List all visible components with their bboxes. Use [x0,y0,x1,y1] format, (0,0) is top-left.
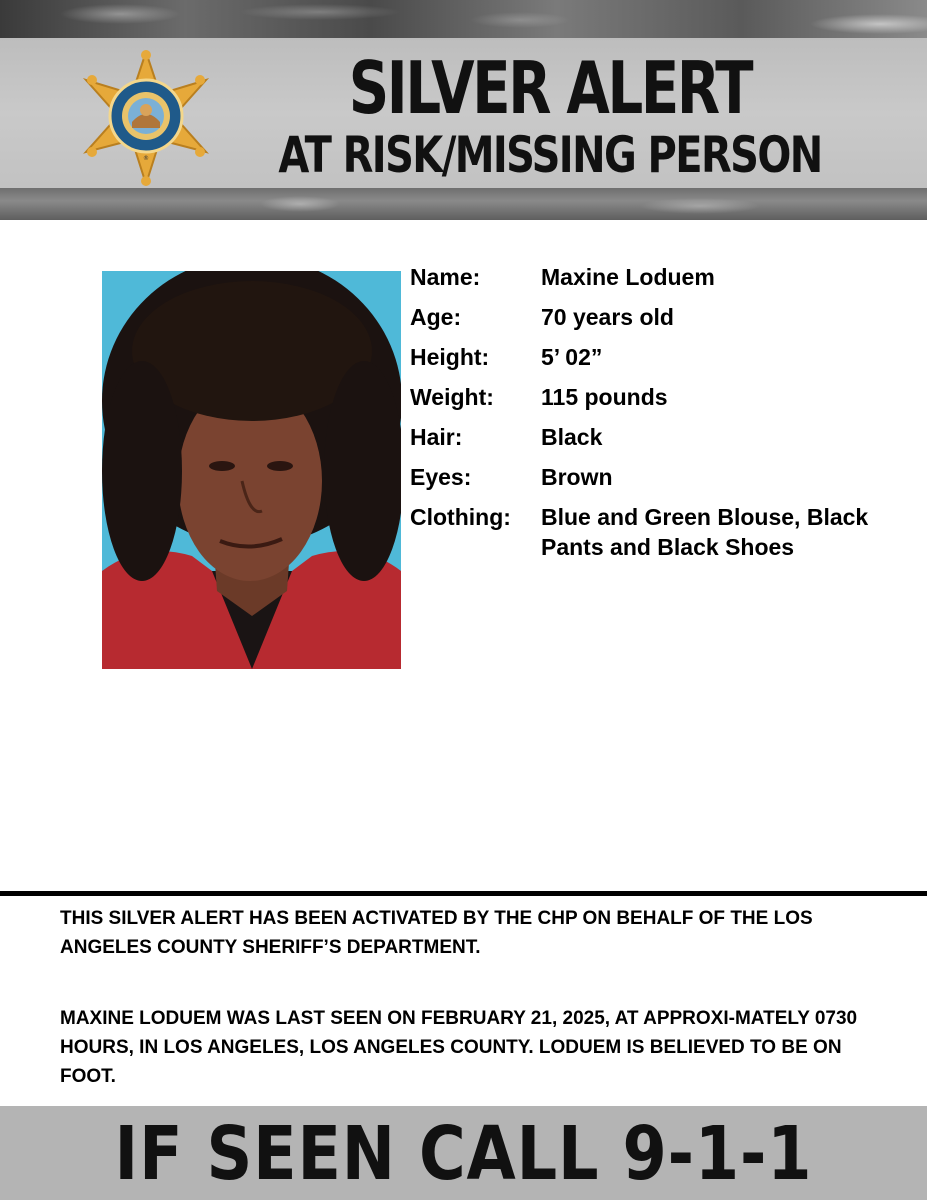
detail-row-clothing [410,502,910,562]
detail-value: 70 years old [541,304,674,330]
detail-value: 115 pounds [541,384,668,410]
detail-row-weight [410,382,910,412]
svg-text:®: ® [143,155,149,162]
detail-row-age [410,302,910,332]
detail-row-name [410,262,910,292]
detail-label: Eyes: [410,464,472,490]
detail-label: Clothing: [410,504,511,530]
detail-value: Brown [541,464,613,490]
detail-value: Black [541,424,603,450]
page-subtitle: AT RISK/MISSING PERSON [278,126,822,184]
header-bottom-lights [0,188,927,220]
detail-value: 5’ 02” [541,344,603,370]
detail-row-hair [410,422,910,452]
detail-label: Hair: [410,424,463,450]
section-divider [0,891,927,896]
call-to-action: IF SEEN CALL 9-1-1 [114,1111,813,1197]
page-title: SILVER ALERT [348,46,752,130]
detail-label: Name: [410,264,481,290]
header-top-lights [0,0,927,38]
detail-value: Maxine Loduem [541,264,715,290]
detail-value: Blue and Green Blouse, Black Pants and Black Shoes [541,504,869,560]
chp-badge-icon [78,50,214,186]
activation-notice: THIS SILVER ALERT HAS BEEN ACTIVATED BY THE CHP ON BEHALF OF THE LOS ANGELES COUNTY SHERIFF’S DEPARTMENT. [60,908,813,958]
detail-label: Height: [410,344,490,370]
last-seen-notice: MAXINE LODUEM WAS LAST SEEN ON FEBRUARY 21, 2025, AT APPROXI-MATELY 0730 HOURS, IN LOS ANGELES, LOS ANGELES COUNTY. LODUEM IS BELIEVED TO BE ON FOOT. [60,1008,858,1087]
missing-person-photo [102,271,401,669]
detail-label: Weight: [410,384,494,410]
person-details [410,262,910,572]
detail-row-eyes [410,462,910,492]
detail-row-height [410,342,910,372]
detail-label: Age: [410,304,462,330]
